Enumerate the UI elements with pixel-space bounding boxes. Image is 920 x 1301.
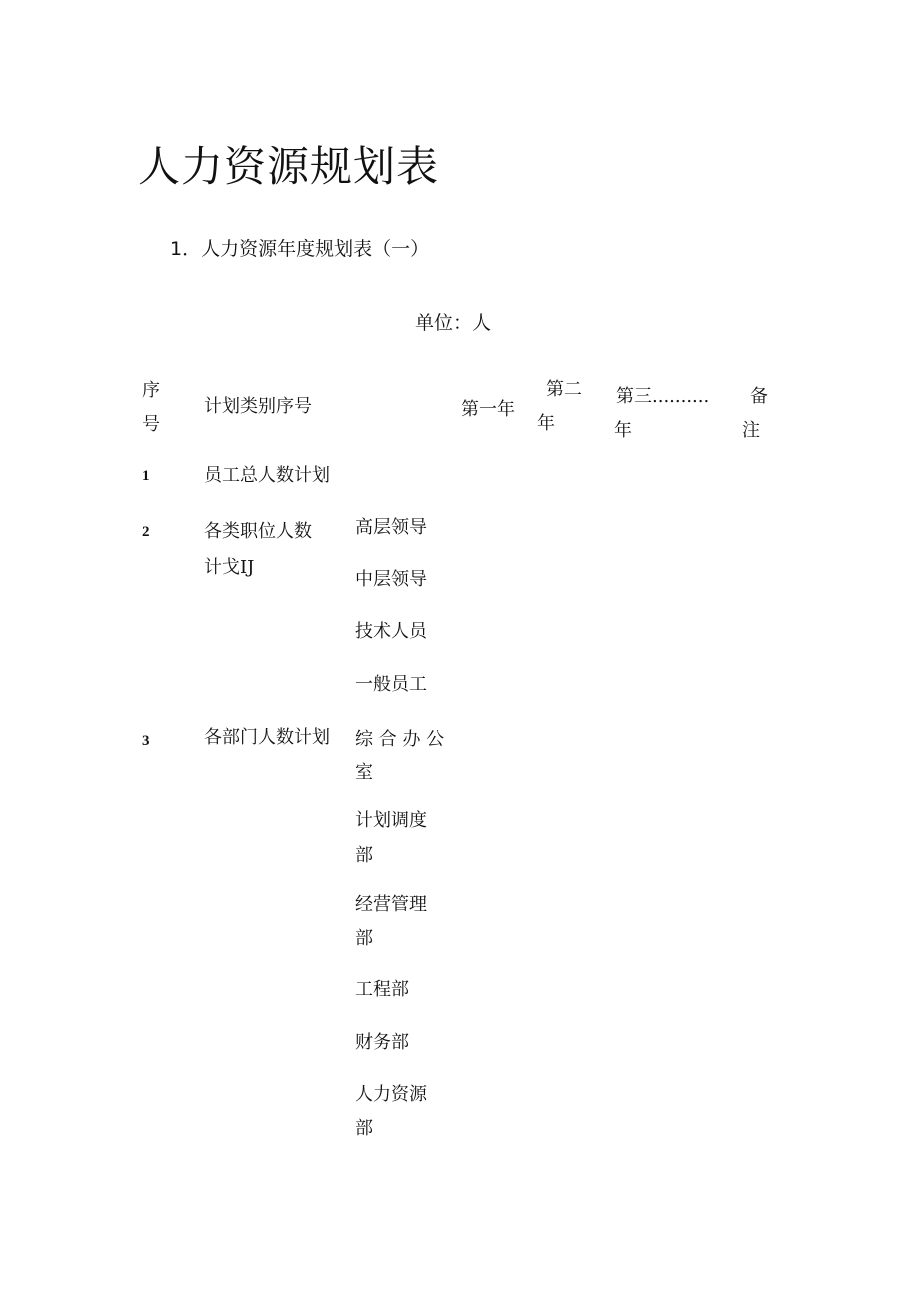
row-category-line2: 计戈IJ bbox=[204, 557, 255, 578]
header-seq-line2: 号 bbox=[142, 414, 160, 435]
header-remark-line2: 注 bbox=[742, 420, 760, 441]
header-year1: 第一年 bbox=[461, 399, 515, 420]
position-item: 技术人员 bbox=[355, 621, 427, 642]
row-number: 1 bbox=[142, 468, 150, 484]
department-item-line1: 人力资源 bbox=[355, 1084, 427, 1105]
header-year3-line1: 第三.......... bbox=[616, 386, 710, 407]
header-year2-line1: 第二 bbox=[546, 379, 582, 400]
department-item-line1: 计划调度 bbox=[355, 810, 427, 831]
page-title: 人力资源规划表 bbox=[138, 142, 440, 191]
header-seq-line1: 序 bbox=[142, 380, 160, 401]
header-year2-line2: 年 bbox=[537, 413, 555, 434]
position-item: 一般员工 bbox=[355, 674, 427, 695]
department-item-line1: 经营管理 bbox=[355, 894, 427, 915]
row-category-line1: 各类职位人数 bbox=[204, 521, 312, 542]
position-item: 中层领导 bbox=[355, 569, 427, 590]
department-item-line2: 室 bbox=[355, 762, 373, 783]
unit-label: 单位：人 bbox=[415, 312, 492, 334]
department-item-line2: 部 bbox=[355, 928, 373, 949]
header-year3-line2: 年 bbox=[614, 420, 632, 441]
position-item: 高层领导 bbox=[355, 517, 427, 538]
header-category: 计划类别序号 bbox=[204, 396, 312, 417]
department-item-line1: 综 合 办 公 bbox=[355, 729, 445, 750]
row-number: 3 bbox=[142, 733, 150, 749]
department-item-line2: 部 bbox=[355, 1118, 373, 1139]
department-item-line1: 财务部 bbox=[355, 1032, 409, 1053]
department-item-line2: 部 bbox=[355, 845, 373, 866]
header-remark-line1: 备 bbox=[750, 386, 768, 407]
department-item-line1: 工程部 bbox=[355, 979, 409, 1000]
section-heading: 1．人力资源年度规划表（一） bbox=[170, 238, 430, 260]
row-category: 员工总人数计划 bbox=[204, 465, 330, 486]
row-category: 各部门人数计划 bbox=[204, 727, 330, 748]
row-number: 2 bbox=[142, 524, 150, 540]
